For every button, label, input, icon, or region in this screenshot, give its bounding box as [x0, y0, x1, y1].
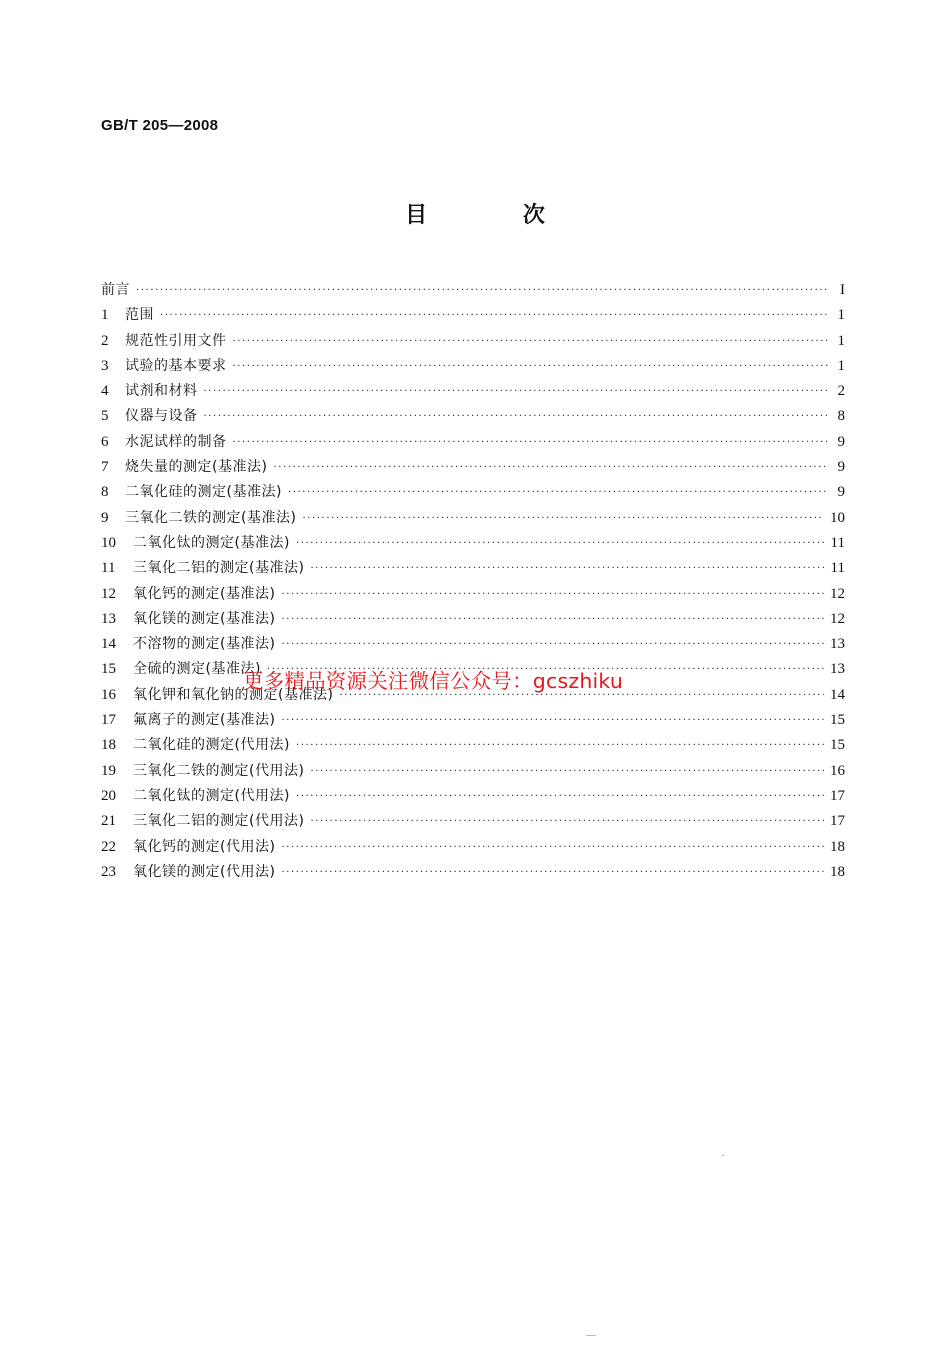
toc-entry-label: 氧化钙的测定(代用法) — [133, 838, 276, 855]
toc-entry-label: 全硫的测定(基准法) — [133, 661, 261, 678]
toc-entry-label: 三氧化二铁的测定(基准法) — [125, 509, 297, 526]
toc-dot-leader — [233, 354, 830, 379]
toc-entry-label: 三氧化二铝的测定(代用法) — [133, 813, 305, 830]
table-of-contents — [101, 278, 845, 885]
page-title: 目 次 — [405, 203, 589, 228]
toc-entry[interactable] — [101, 733, 845, 758]
toc-entry-number: 19 — [101, 762, 116, 779]
toc-entry[interactable] — [101, 329, 845, 354]
toc-entry-label: 氧化镁的测定(代用法) — [133, 863, 276, 880]
toc-dot-leader — [281, 607, 824, 632]
toc-entry-page: 16 — [830, 762, 845, 779]
toc-entry[interactable] — [101, 303, 845, 328]
toc-entry-number: 3 — [101, 357, 109, 374]
toc-entry[interactable] — [101, 708, 845, 733]
toc-dot-leader — [233, 329, 830, 354]
toc-entry-number: 7 — [101, 459, 109, 476]
toc-dot-leader — [296, 784, 824, 809]
toc-dot-leader — [296, 531, 825, 556]
toc-entry-number: 14 — [101, 636, 116, 653]
toc-dot-leader — [310, 809, 824, 834]
toc-entry-page: 15 — [830, 737, 845, 754]
toc-entry[interactable] — [101, 480, 845, 505]
toc-entry-number: 20 — [101, 787, 116, 804]
toc-dot-leader — [204, 379, 830, 404]
toc-entry-number: 2 — [101, 332, 109, 349]
toc-entry-page: 14 — [830, 686, 845, 703]
toc-entry[interactable] — [101, 430, 845, 455]
toc-entry-label: 氧化钾和氧化钠的测定(基准法) — [133, 686, 334, 703]
toc-entry-page: 13 — [830, 636, 845, 653]
toc-entry-page: 9 — [837, 484, 845, 501]
toc-entry-label: 氧化镁的测定(基准法) — [133, 610, 276, 627]
toc-entry-number: 1 — [101, 307, 109, 324]
toc-dot-leader — [136, 278, 829, 303]
toc-entry-number: 8 — [101, 484, 109, 501]
toc-entry-number: 17 — [101, 712, 116, 729]
toc-entry[interactable] — [101, 809, 845, 834]
toc-entry-label: 二氧化钛的测定(代用法) — [133, 787, 290, 804]
toc-entry-page: 8 — [837, 408, 845, 425]
toc-entry-page: 11 — [830, 560, 845, 577]
toc-entry-number: 23 — [101, 863, 116, 880]
toc-dot-leader — [281, 632, 824, 657]
toc-entry-label: 仪器与设备 — [125, 408, 198, 425]
toc-entry-page: 17 — [830, 787, 845, 804]
toc-entry-label: 二氧化硅的测定(代用法) — [133, 737, 290, 754]
watermark: 更多精品资源关注微信公众号：gcszhiku — [243, 669, 624, 693]
toc-entry[interactable] — [101, 354, 845, 379]
toc-entry-label: 试验的基本要求 — [125, 357, 227, 374]
toc-dot-leader — [310, 556, 824, 581]
toc-entry-label: 不溶物的测定(基准法) — [133, 636, 276, 653]
toc-entry-page: 10 — [830, 509, 845, 526]
toc-entry-label: 范围 — [125, 307, 154, 324]
toc-entry-number: 9 — [101, 509, 109, 526]
toc-entry[interactable] — [101, 278, 845, 303]
toc-entry-page: 9 — [837, 433, 845, 450]
scan-speck — [586, 1335, 596, 1336]
toc-entry-page: 17 — [830, 813, 845, 830]
toc-entry[interactable] — [101, 759, 845, 784]
toc-entry-page: I — [840, 282, 845, 298]
toc-entry-number: 4 — [101, 383, 109, 400]
toc-dot-leader — [273, 455, 829, 480]
toc-entry-label: 前言 — [101, 282, 130, 298]
toc-dot-leader — [288, 480, 829, 505]
toc-entry-number: 5 — [101, 408, 109, 425]
toc-entry-number: 11 — [101, 560, 116, 577]
toc-entry-page: 1 — [837, 332, 845, 349]
toc-entry[interactable] — [101, 860, 845, 885]
toc-entry-page: 15 — [830, 712, 845, 729]
toc-entry-label: 烧失量的测定(基准法) — [125, 459, 268, 476]
toc-entry-page: 12 — [830, 585, 845, 602]
toc-entry-number: 13 — [101, 610, 116, 627]
toc-dot-leader — [233, 430, 830, 455]
toc-entry-page: 13 — [830, 661, 845, 678]
toc-dot-leader — [160, 303, 829, 328]
toc-entry-number: 10 — [101, 534, 116, 551]
scan-speck — [722, 1155, 724, 1156]
toc-entry-number: 15 — [101, 661, 116, 678]
toc-entry[interactable] — [101, 506, 845, 531]
toc-dot-leader — [281, 582, 824, 607]
toc-entry[interactable] — [101, 379, 845, 404]
toc-entry-page: 9 — [837, 459, 845, 476]
toc-entry[interactable] — [101, 582, 845, 607]
toc-dot-leader — [302, 506, 824, 531]
toc-entry-label: 氧化钙的测定(基准法) — [133, 585, 276, 602]
toc-dot-leader — [204, 404, 830, 429]
toc-entry-page: 11 — [830, 534, 845, 551]
toc-dot-leader — [281, 708, 824, 733]
toc-entry[interactable] — [101, 556, 845, 581]
toc-entry-page: 18 — [830, 838, 845, 855]
toc-entry-page: 18 — [830, 863, 845, 880]
toc-dot-leader — [296, 733, 824, 758]
toc-entry-label: 试剂和材料 — [125, 383, 198, 400]
toc-dot-leader — [310, 759, 824, 784]
toc-entry-page: 12 — [830, 610, 845, 627]
toc-entry-number: 16 — [101, 686, 116, 703]
standard-code: GB/T 205—2008 — [101, 117, 219, 134]
toc-entry-label: 三氧化二铁的测定(代用法) — [133, 762, 305, 779]
toc-entry[interactable] — [101, 835, 845, 860]
toc-dot-leader — [281, 860, 824, 885]
toc-entry-label: 氟离子的测定(基准法) — [133, 712, 276, 729]
toc-entry-number: 22 — [101, 838, 116, 855]
toc-entry[interactable] — [101, 531, 845, 556]
toc-entry-number: 18 — [101, 737, 116, 754]
toc-entry[interactable] — [101, 455, 845, 480]
toc-entry-page: 2 — [837, 383, 845, 400]
toc-entry-page: 1 — [837, 357, 845, 374]
toc-entry[interactable] — [101, 404, 845, 429]
toc-entry-number: 21 — [101, 813, 116, 830]
toc-entry-label: 规范性引用文件 — [125, 332, 227, 349]
toc-entry-number: 6 — [101, 433, 109, 450]
toc-entry[interactable] — [101, 632, 845, 657]
toc-entry-number: 12 — [101, 585, 116, 602]
toc-dot-leader — [281, 835, 824, 860]
toc-entry-label: 二氧化钛的测定(基准法) — [133, 534, 290, 551]
toc-entry[interactable] — [101, 607, 845, 632]
toc-entry-label: 二氧化硅的测定(基准法) — [125, 484, 282, 501]
toc-entry[interactable] — [101, 784, 845, 809]
toc-entry-page: 1 — [837, 307, 845, 324]
toc-entry-label: 水泥试样的制备 — [125, 433, 227, 450]
toc-entry-label: 三氧化二铝的测定(基准法) — [133, 560, 305, 577]
